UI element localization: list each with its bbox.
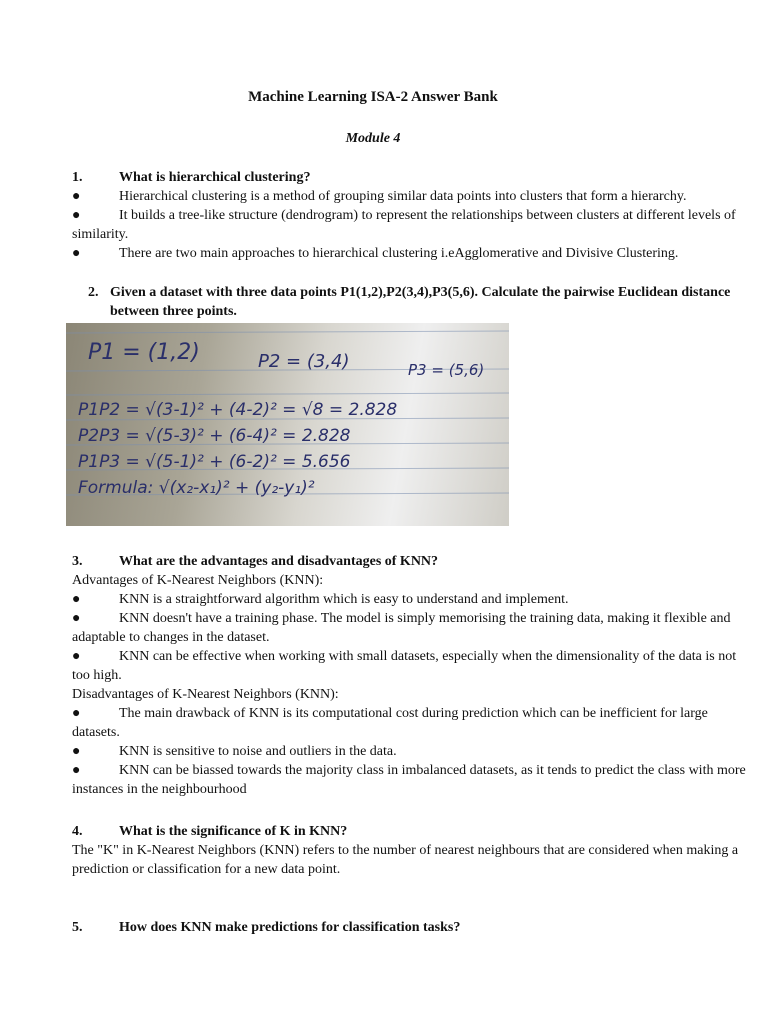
answer-text: The "K" in K-Nearest Neighbors (KNN) refers to the number of nearest neighbours that are considered when making a prediction or classification for a new data point.: [72, 843, 739, 877]
question-3: [72, 552, 748, 799]
bullet-icon: ●: [72, 208, 81, 223]
disadvantages-heading: Disadvantages of K-Nearest Neighbors (KNN):: [72, 687, 339, 702]
note-line-p2p3: P2P3 = √(5-3)² + (6-4)² = 2.828: [78, 426, 351, 446]
question-number: 1.: [72, 170, 83, 185]
question-text: What is hierarchical clustering?: [119, 170, 311, 185]
question-3-heading: [72, 552, 748, 571]
bullet-item: ● KNN doesn't have a training phase. The model is simply memorising the training data, making it flexible and adaptable to changes in the dataset.: [72, 611, 731, 645]
bullet-item: ● There are two main approaches to hierarchical clustering i.eAgglomerative and Divisive Clustering.: [72, 246, 679, 261]
note-line-p3: P3 = (5,6): [408, 361, 485, 379]
bullet-icon: ●: [72, 189, 81, 204]
question-5: [72, 918, 748, 937]
bullet-item: ● KNN is a straightforward algorithm which is easy to understand and implement.: [72, 592, 569, 607]
question-text: What is the significance of K in KNN?: [119, 824, 348, 839]
question-number: 3.: [72, 554, 83, 569]
question-number: 2.: [88, 285, 99, 300]
note-line-formula: Formula: √(x₂-x₁)² + (y₂-y₁)²: [78, 478, 315, 498]
advantages-heading: Advantages of K-Nearest Neighbors (KNN):: [72, 573, 324, 588]
question-number: 4.: [72, 824, 83, 839]
note-line-p1: P1 = (1,2): [88, 340, 200, 365]
question-1: [72, 168, 748, 263]
question-4-heading: [72, 822, 748, 841]
bullet-item: ● KNN is sensitive to noise and outliers in the data.: [72, 744, 397, 759]
question-text: Given a dataset with three data points P1(1,2),P2(3,4),P3(5,6). Calculate the pairwise Euclidean distance between three points.: [110, 285, 731, 319]
notes-drawing: [66, 323, 509, 526]
bullet-icon: ●: [72, 706, 81, 721]
bullet-icon: ●: [72, 611, 81, 626]
page-title: Machine Learning ISA-2 Answer Bank: [248, 89, 498, 105]
question-1-heading: [72, 168, 748, 187]
question-text: How does KNN make predictions for classification tasks?: [119, 920, 461, 935]
bullet-icon: ●: [72, 246, 81, 261]
note-line-p1p3: P1P3 = √(5-1)² + (6-2)² = 5.656: [78, 452, 351, 472]
question-5-heading: [72, 918, 748, 937]
question-4: [72, 822, 748, 879]
question-number: 5.: [72, 920, 83, 935]
bullet-icon: ●: [72, 744, 81, 759]
module-heading: Module 4: [345, 131, 401, 146]
bullet-item: ● The main drawback of KNN is its computational cost during prediction which can be inefficient for large datasets.: [72, 706, 708, 740]
question-2-heading: [88, 283, 748, 321]
note-line-p2: P2 = (3,4): [258, 351, 350, 372]
bullet-item: ● KNN can be effective when working with small datasets, especially when the dimensionality of the data is not too high.: [72, 649, 737, 683]
bullet-item: ● Hierarchical clustering is a method of grouping similar data points into clusters that form a hierarchy.: [72, 189, 687, 204]
bullet-item: ● It builds a tree-like structure (dendrogram) to represent the relationships between clusters at different levels of similarity.: [72, 208, 736, 242]
bullet-icon: ●: [72, 592, 81, 607]
question-text: What are the advantages and disadvantages of KNN?: [119, 554, 439, 569]
bullet-item: ● KNN can be biassed towards the majority class in imbalanced datasets, as it tends to predict the class with more instances in the neighbourhood: [72, 763, 746, 797]
bullet-icon: ●: [72, 763, 81, 778]
note-line-p1p2: P1P2 = √(3-1)² + (4-2)² = √8 = 2.828: [78, 400, 398, 420]
bullet-icon: ●: [72, 649, 81, 664]
handwritten-notes-photo: [66, 323, 509, 526]
